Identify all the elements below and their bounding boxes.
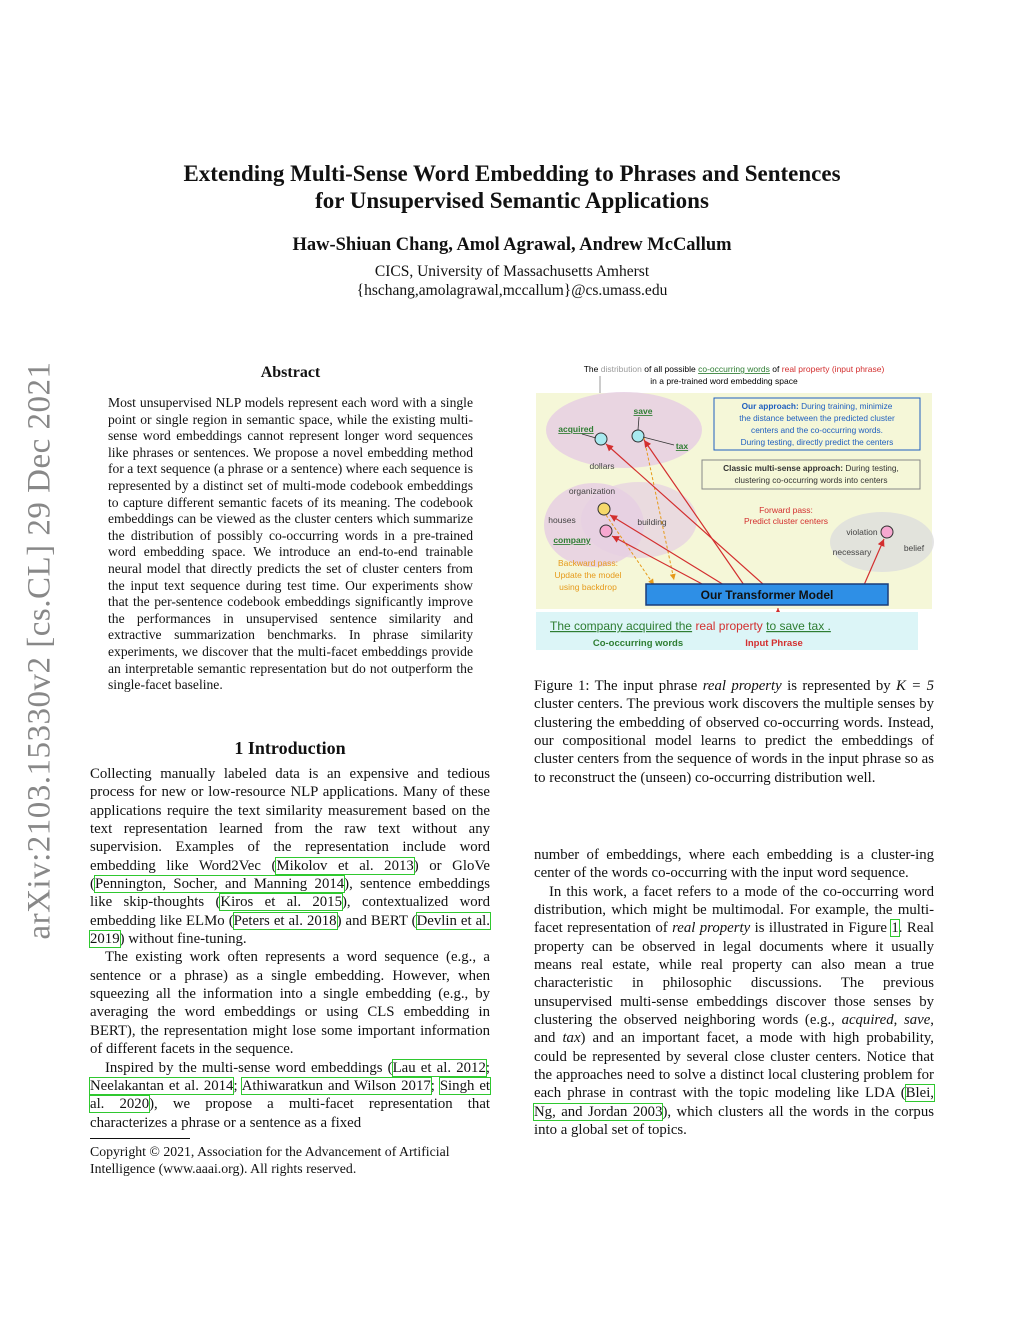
citation-link[interactable]: Neelakantan et al. 2014	[90, 1077, 234, 1094]
our-approach-line2: the distance between the predicted cluster	[739, 413, 895, 423]
citation-link[interactable]: Lau et al. 2012	[392, 1059, 486, 1076]
title-line-1: Extending Multi-Sense Word Embedding to Phrases and Sentences	[183, 161, 841, 186]
word-violation: violation	[846, 527, 878, 537]
intro-paragraph-3: Inspired by the multi-sense word embeddings (Lau et al. 2012; Neelakantan et al. 2014; Athiwaratkun and Wilson 2017; Singh et al. 2020), we propose a multi-facet representation that characterizes a phrase or a sentence as a fixed	[90, 1059, 490, 1131]
forward-pass-desc: Predict cluster centers	[743, 516, 829, 526]
transformer-label: Our Transformer Model	[700, 588, 834, 602]
intro-paragraph-2: The existing work often represents a word sequence (e.g., a sentence or a phrase) as a single embedding. However, when squeezing all the information into a single embedding (e.g., by averaging the word embeddings or using CLS embedding in BERT), the representation might lose some important information of different facets in the sequence.	[90, 949, 490, 1058]
intro-body	[90, 765, 490, 1132]
abstract-heading: Abstract	[260, 364, 321, 381]
figure-caption: Figure 1: The input phrase real property is represented by K = 5 cluster centers. The previous work discovers the multiple senses by clustering the embedding of observed co-occurring words. Instead, our compositional model learns to predict the embeddings of cluster centers from the sequence of words in the input phrase so as to reconstruct the (unseen) co-occurring distribution well.	[534, 678, 934, 786]
authors: Haw-Shiuan Chang, Amol Agrawal, Andrew McCallum	[292, 235, 732, 255]
citation-link[interactable]: Mikolov et al. 2013	[276, 857, 414, 874]
copyright-footnote: Copyright © 2021, Association for the Advancement of Artificial Intelligence (www.aaai.org). All rights reserved.	[90, 1144, 450, 1176]
input-phrase-label: Input Phrase	[745, 638, 803, 649]
cluster-center	[595, 433, 607, 445]
word-acquired: acquired	[558, 424, 594, 434]
cluster-center	[632, 430, 644, 442]
intro-heading: 1 Introduction	[234, 738, 346, 758]
word-tax: tax	[675, 441, 689, 451]
citation-link[interactable]: Athiwaratkun and Wilson 2017	[241, 1077, 431, 1094]
word-company: company	[553, 535, 591, 545]
classic-line1: Classic multi-sense approach: During testing,	[723, 463, 899, 473]
forward-pass-label: Forward pass:	[759, 505, 813, 515]
word-dollars: dollars	[589, 461, 615, 471]
word-houses: houses	[548, 515, 576, 525]
word-belief: belief	[903, 543, 925, 553]
figure-1	[534, 360, 934, 660]
citation-link[interactable]: Singh et al. 2020	[90, 1077, 490, 1113]
citation-link[interactable]: Kiros et al. 2015	[220, 894, 342, 911]
figure-reference-link[interactable]: 1	[891, 920, 899, 937]
word-save: save	[633, 406, 653, 416]
citation-link[interactable]: Devlin et al. 2019	[90, 912, 490, 948]
right-column-body	[534, 846, 934, 1140]
our-approach-line3: centers and the co-occurring words.	[751, 425, 883, 435]
email: {hschang,amolagrawal,mccallum}@cs.umass.edu	[356, 282, 668, 299]
paper-title	[0, 160, 1024, 214]
figure-header: The distribution of all possible co-occurring words of real property (input phrase)	[583, 364, 885, 374]
word-building: building	[637, 517, 667, 527]
input-sentence: The company acquired the real property to save tax .	[550, 619, 831, 633]
footnote-rule	[90, 1138, 190, 1139]
backward-pass-desc: Update the model	[554, 570, 622, 580]
affiliation-block	[0, 262, 1024, 300]
our-approach-line4: During testing, directly predict the centers	[740, 437, 894, 447]
backward-pass-label: Backward pass:	[558, 558, 618, 568]
figure-header-line2: in a pre-trained word embedding space	[650, 376, 798, 386]
cluster-center	[881, 526, 893, 538]
backward-pass-desc2: using backdrop	[559, 582, 617, 592]
word-necessary: necessary	[832, 547, 872, 557]
right-paragraph-2: In this work, a facet refers to a mode of the co-occurring word distribution, which might be multimodal. For example, the multi-facet representation of real property is illustrated in Figure 1. Real property can be observed in legal documents where it usually means real estate, while real property can also mean a true characteristic in philosophic discussions. The previous unsupervised multi-sense embeddings discover those senses by clustering the observed neighboring words (e.g., acquired, save, and tax) and an important facet, a mode with high probability, could be represented by several close cluster centers. Notice that the approaches need to solve a distinct local clustering problem for each phrase in contrast with the topic modeling like LDA (Blei, Ng, and Jordan 2003), which clusters all the words in the corpus into a global set of topics.	[534, 883, 934, 1139]
citation-link[interactable]: Blei, Ng, and Jordan 2003	[534, 1085, 934, 1120]
citation-link[interactable]: Peters et al. 2018	[233, 912, 337, 929]
affiliation: CICS, University of Massachusetts Amherst	[374, 263, 650, 280]
our-approach-line1: Our approach: During training, minimize	[741, 401, 893, 411]
citation-link[interactable]: Pennington, Socher, and Manning 2014	[94, 876, 345, 893]
cluster-center	[600, 525, 612, 537]
classic-line2: clustering co-occurring words into centers	[734, 475, 888, 485]
cluster-region	[830, 512, 934, 572]
title-line-2: for Unsupervised Semantic Applications	[315, 188, 709, 213]
intro-paragraph-1: Collecting manually labeled data is an expensive and tedious process for new or low-resource NLP applications. Many of these applications require the text similarity measurement based on the text representation learned from the raw text without any supervision. Examples of the representation include word embedding like Word2Vec (Mikolov et al. 2013) or GloVe (Pennington, Socher, and Manning 2014), sentence embeddings like skip-thoughts (Kiros et al. 2015), contextualized word embedding like ELMo (Peters et al. 2018) and BERT (Devlin et al. 2019) without fine-tuning.	[90, 766, 490, 948]
right-paragraph-1: number of embeddings, where each embedding is a cluster-ing center of the words co-occurring with the input word sequence.	[534, 847, 934, 882]
word-organization: organization	[568, 486, 616, 496]
arxiv-stamp: arXiv:2103.15330v2 [cs.CL] 29 Dec 2021	[21, 361, 58, 940]
abstract-text: Most unsupervised NLP models represent each word with a single point or single region in semantic space, while the existing multi-sense word embeddings cannot represent longer word sequences like phrases or sentences. We propose a novel embedding method for a text sequence (a phrase or a sentence) where each sequence is represented by a distinct set of multi-mode codebook embeddings to capture different semantic facets of its meaning. The codebook embeddings can be viewed as the cluster centers which summarize the distribution of possibly co-occurring words in a pre-trained word embedding space. We introduce an end-to-end trainable neural model that directly predicts the set of cluster centers from the input text sequence during test time. Our experiments show that the per-sentence codebook embeddings significantly improve the performances in unsupervised sentence similarity and extractive summarization benchmarks. In phrase similarity experiments, we discover that the multi-facet embeddings provide an interpretable semantic representation but do not outperform the single-facet baseline.	[108, 395, 473, 693]
cluster-center	[598, 503, 610, 515]
cooccurring-words-label: Co-occurring words	[592, 638, 684, 649]
